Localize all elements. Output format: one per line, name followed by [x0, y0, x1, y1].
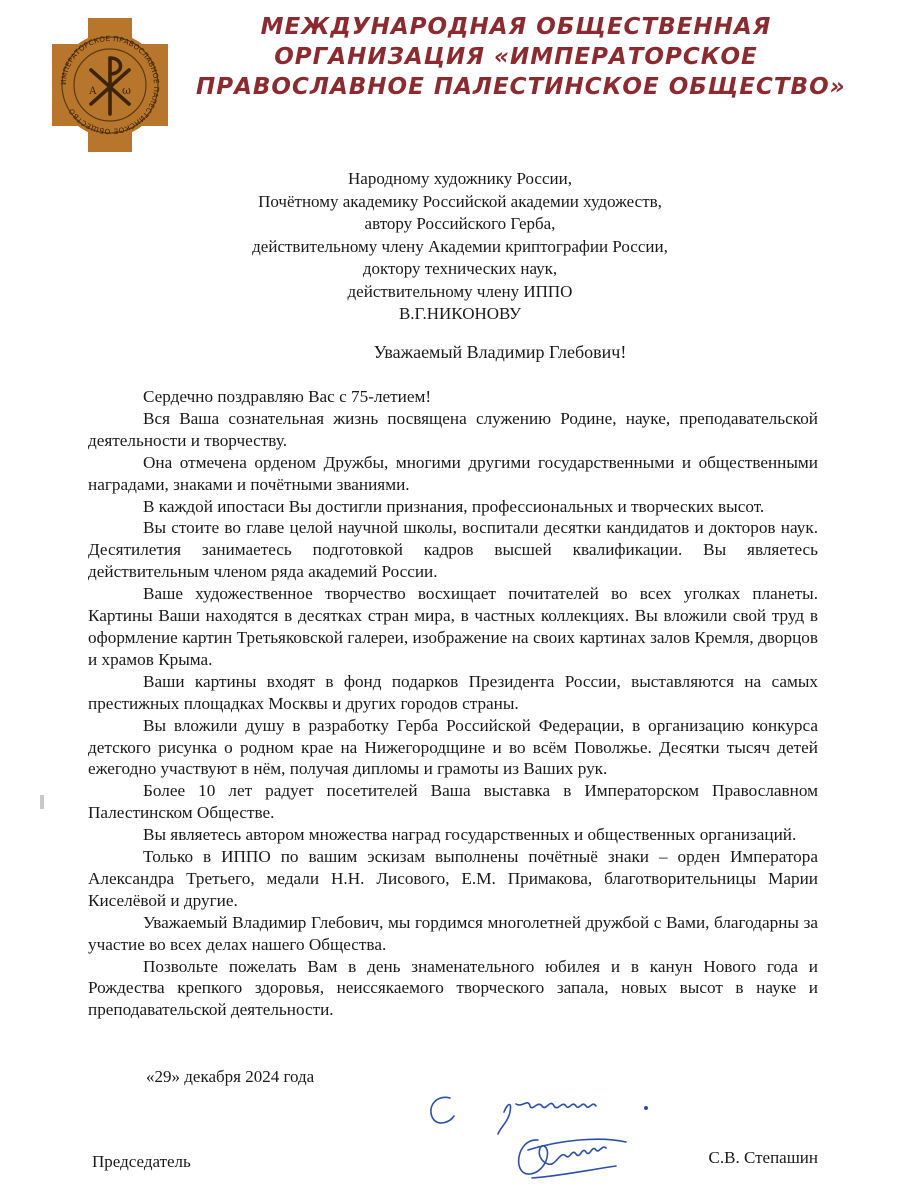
body-paragraph: Только в ИППО по вашим эскизам выполнены почётныё знаки – орден Императора Александра Третьего, медали Н.Н. Лисового, Е.М. Примакова, благотворительницы Марии Киселёвой и другие.	[88, 847, 818, 910]
body-paragraph: Она отмечена орденом Дружбы, многими другими государственными и общественными наградами, знаками и почётными званиями.	[88, 452, 818, 494]
org-title-line: ПРАВОСЛАВНОЕ ПАЛЕСТИНСКОЕ ОБЩЕСТВО»	[196, 74, 846, 100]
body-paragraph: Уважаемый Владимир Глебович, мы гордимся многолетней дружбой с Вами, благодарны за участие во всех делах нашего Общества.	[88, 912, 818, 954]
body-paragraph: Ваше художественное творчество восхищает почитателей во всех уголках планеты. Картины Ваши находятся в десятках стран мира, в частных коллекциях. Вы вложили свой труд в оформление картин Третьяковской галереи, изображение на своих картинах залов Кремля, дворцов и храмов Крыма.	[88, 584, 818, 669]
addressee-line: Народному художнику России,	[348, 169, 572, 188]
body-paragraph: Вы стоите во главе целой научной школы, воспитали десятки кандидатов и докторов наук. Десятилетия занимаетесь подготовкой кадров высшей квалификации. Вы являетесь действительным членом ряда академий России.	[88, 518, 818, 582]
chi-rho-cross-seal-icon	[48, 14, 172, 156]
addressee-line: действительному члену ИППО	[347, 281, 573, 301]
addressee-block	[180, 168, 740, 326]
letter-body	[88, 386, 818, 1021]
body-paragraph: Вы вложили душу в разработку Герба Российской Федерации, в организацию конкурса детского рисунка о родном крае на Нижегородщине и во всём Поволжье. Десятки тысяч детей ежегодно участвуют в нём, получая дипломы и грамоты из Ваших рук.	[88, 715, 818, 779]
addressee-line: доктору технических наук,	[362, 259, 558, 278]
addressee-line: автору Российского Герба,	[364, 214, 556, 233]
org-title-line: МЕЖДУНАРОДНАЯ ОБЩЕСТВЕННАЯ	[260, 14, 772, 40]
org-title-line: ОРГАНИЗАЦИЯ «ИМПЕРАТОРСКОЕ	[274, 44, 758, 70]
seal-ring-text: ИМПЕРАТОРСКОЕ ПРАВОСЛАВНОЕ ПАЛЕСТИНСКОЕ ОБЩЕСТВО	[58, 33, 162, 137]
body-paragraph: Позвольте пожелать Вам в день знаменательного юбилея и в канун Нового года и Рождества крепкого здоровья, неиссякаемого творческого запала, новых высот в науке и преподавательской деятельности.	[88, 956, 818, 1020]
scan-margin-mark	[40, 795, 44, 809]
body-paragraph: Сердечно поздравляю Вас с 75-летием!	[143, 387, 432, 406]
svg-text:ω: ω	[122, 84, 131, 97]
body-paragraph: Вы являетесь автором множества наград государственных и общественных организаций.	[143, 825, 797, 845]
addressee-name: В.Г.НИКОНОВУ	[398, 304, 522, 323]
body-paragraph: В каждой ипостаси Вы достигли признания, профессиональных и творческих высот.	[143, 496, 765, 516]
body-paragraph: Более 10 лет радует посетителей Ваша выставка в Императорском Православном Палестинском Обществе.	[88, 781, 818, 823]
addressee-line: Почётному академику Российской академии художеств,	[258, 191, 662, 211]
signatory-position: Председатель	[92, 1152, 191, 1171]
svg-text:А: А	[89, 86, 97, 97]
salutation: Уважаемый Владимир Глебович!	[373, 342, 627, 362]
organization-title	[196, 12, 846, 102]
body-paragraph: Ваши картины входят в фонд подарков Президента России, выставляются на самых престижных площадках Москвы и других городов страны.	[88, 671, 818, 713]
handwritten-signature	[420, 1080, 700, 1200]
letter-date: «29» декабря 2024 года	[146, 1067, 315, 1086]
signatory-name: С.В. Степашин	[708, 1148, 818, 1167]
body-paragraph: Вся Ваша сознательная жизнь посвящена служению Родине, науке, преподавательской деятельности и творчеству.	[88, 408, 818, 450]
addressee-line: действительному члену Академии криптографии России,	[252, 236, 668, 256]
